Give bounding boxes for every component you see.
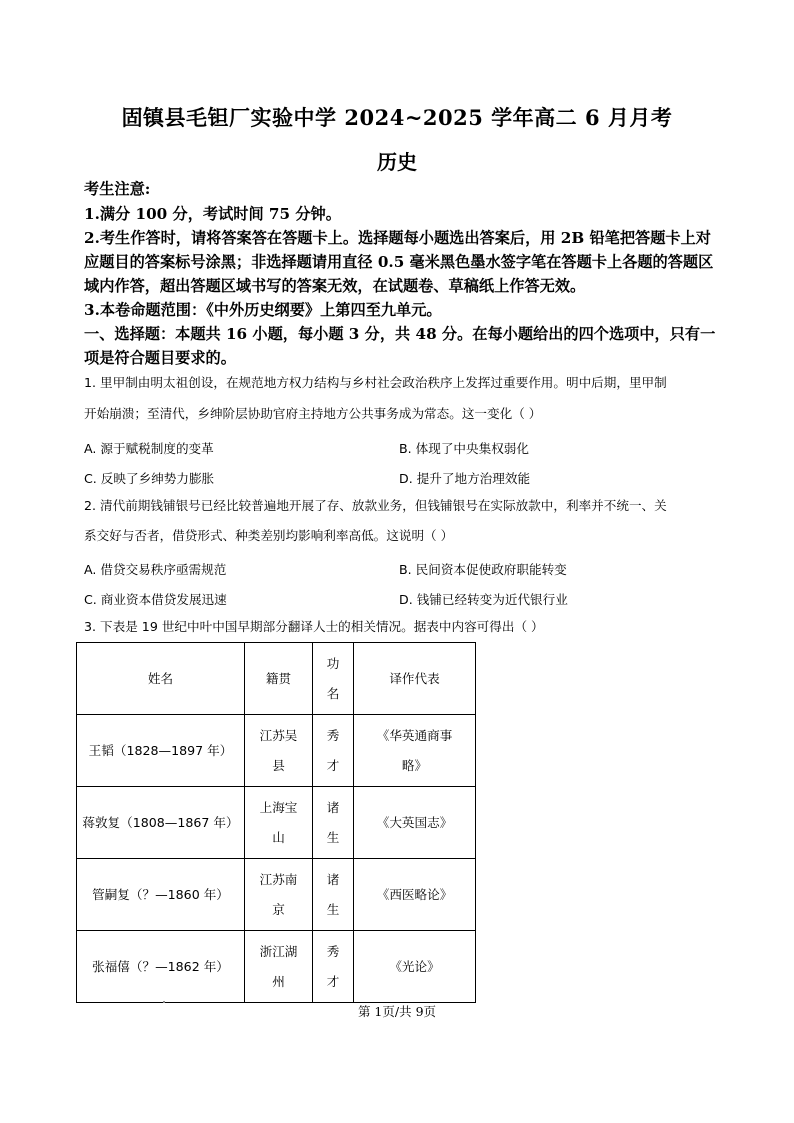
- table-header-cell: 姓名: [77, 643, 245, 715]
- table-cell: 江苏南京: [259, 871, 298, 917]
- table-row: [77, 715, 476, 787]
- notice-item-3: 3.本卷命题范围：《中外历史纲要》上第四至九单元。: [84, 301, 442, 319]
- notice-item-2-line-2: 应题目的答案标号涂黑；非选择题请用直径 0.5 毫米黑色墨水签字笔在答题卡上各题的答题区: [84, 253, 714, 271]
- table-cell: 《光论》: [354, 931, 476, 1003]
- notice-item-1: 1.满分 100 分，考试时间 75 分钟。: [84, 205, 341, 223]
- question-1-option-d: D. 提升了地方治理效能: [399, 471, 531, 486]
- translator-table: [76, 642, 476, 1003]
- table-header-cell: 功名: [326, 655, 340, 701]
- table-cell: 张福僖（？—1862 年）: [77, 931, 245, 1003]
- question-2-option-b: B. 民间资本促使政府职能转变: [399, 562, 567, 577]
- question-2-line-2: 系交好与否者，借贷形式、种类差别均影响利率高低。这说明（ ）: [84, 528, 454, 543]
- notice-heading: 考生注意:: [84, 180, 151, 198]
- exam-title: 固镇县毛钽厂实验中学 2024~2025 学年高二 6 月月考: [121, 105, 673, 130]
- table-header-cell: 籍贯: [245, 643, 313, 715]
- table-cell: 诸生: [326, 871, 340, 917]
- table-cell: 管嗣复（？—1860 年）: [77, 859, 245, 931]
- notice-item-2-line-1: 2.考生作答时，请将答案答在答题卡上。选择题每小题选出答案后，用 2B 铅笔把答题卡上对: [84, 229, 711, 247]
- table-cell: 诸生: [326, 799, 340, 845]
- question-1-option-b: B. 体现了中央集权弱化: [399, 441, 529, 456]
- table-header-row: [77, 643, 476, 715]
- table-cell: 浙江湖州: [259, 943, 298, 989]
- question-1-line-1: 1. 里甲制由明太祖创设，在规范地方权力结构与乡村社会政治秩序上发挥过重要作用。明中后期，里甲制: [84, 375, 667, 390]
- question-2-option-a: A. 借贷交易秩序亟需规范: [84, 562, 227, 577]
- table-row: [77, 787, 476, 859]
- question-1-option-c: C. 反映了乡绅势力膨胀: [84, 471, 215, 486]
- question-2-option-c: C. 商业资本借贷发展迅速: [84, 592, 227, 607]
- section-1-line-1: 一、选择题：本题共 16 小题，每小题 3 分，共 48 分。在每小题给出的四个选项中，只有一: [84, 325, 716, 343]
- question-1-line-2: 开始崩溃；至清代，乡绅阶层协助官府主持地方公共事务成为常态。这一变化（ ）: [84, 406, 542, 421]
- table-cell: 蒋敦复（1808—1867 年）: [77, 787, 245, 859]
- question-2-line-1: 2. 清代前期钱铺银号已经比较普遍地开展了存、放款业务，但钱铺银号在实际放款中，利率并不统一、关: [84, 498, 667, 513]
- table-header-cell: 译作代表: [354, 643, 476, 715]
- question-2-option-d: D. 钱铺已经转变为近代银行业: [399, 592, 568, 607]
- notice-item-2-line-3: 域内作答，超出答题区域书写的答案无效，在试题卷、草稿纸上作答无效。: [84, 277, 586, 295]
- section-1-line-2: 项是符合题目要求的。: [84, 349, 236, 367]
- table-cell: 上海宝山: [259, 799, 298, 845]
- table-cell: 秀才: [326, 727, 340, 773]
- table-cell: 王韬（1828—1897 年）: [77, 715, 245, 787]
- table-row: [77, 859, 476, 931]
- table-cell: 《西医略论》: [354, 859, 476, 931]
- question-1-option-a: A. 源于赋税制度的变革: [84, 441, 214, 456]
- question-3-line-1: 3. 下表是 19 世纪中叶中国早期部分翻译人士的相关情况。据表中内容可得出（ ）: [84, 619, 544, 634]
- page-number: 第 1页/共 9页: [357, 1004, 437, 1019]
- exam-subject: 历史: [377, 150, 417, 174]
- table-cell: 秀才: [326, 943, 340, 989]
- table-cell: 《华英通商事略》: [376, 727, 453, 773]
- table-cell: 《大英国志》: [354, 787, 476, 859]
- table-row: [77, 931, 476, 1003]
- table-cell: 江苏吴县: [259, 727, 298, 773]
